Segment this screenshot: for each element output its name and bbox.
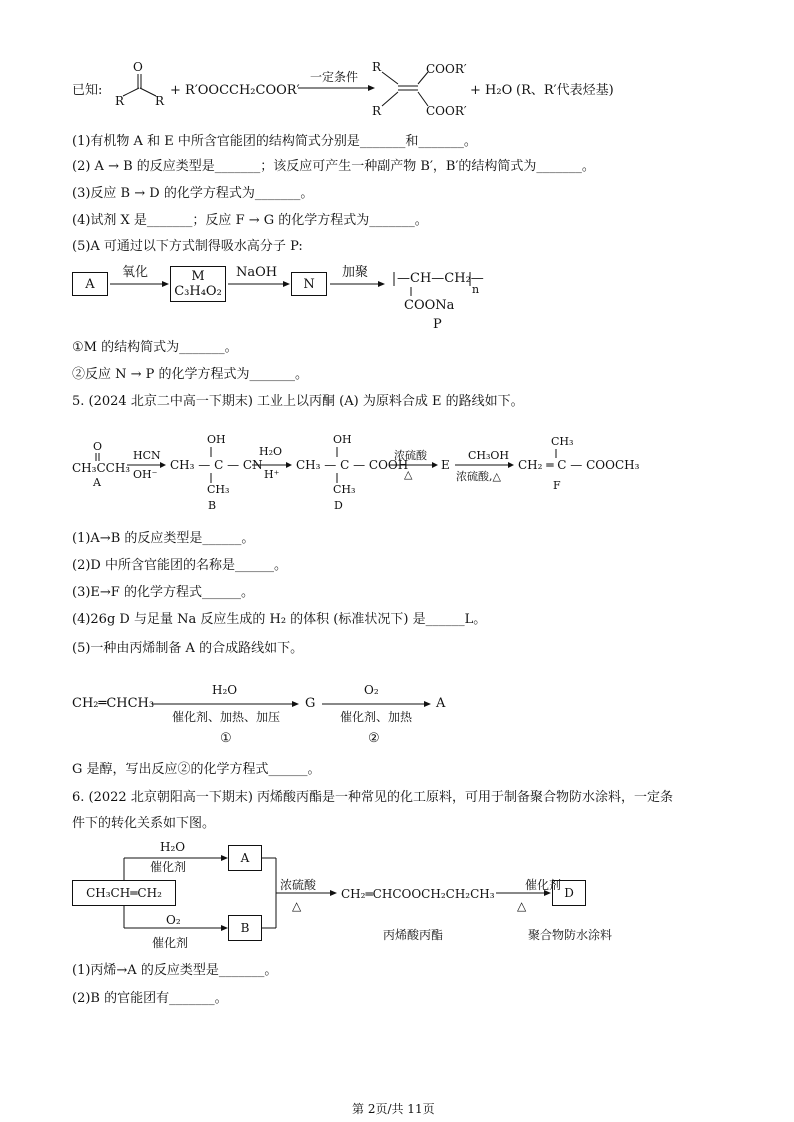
- arrow4-bottom: 浓硫酸,△: [456, 470, 501, 483]
- merge-arrow-top: 浓硫酸: [280, 878, 317, 892]
- route-arrow1-bottom: 催化剂、加热、加压: [172, 710, 281, 724]
- q4-sub-2: ②反应 N → P 的化学方程式为_______。: [72, 367, 309, 382]
- q6-line-2: (2)B 的官能团有_______。: [72, 991, 228, 1006]
- b-label: B: [208, 499, 217, 512]
- b-hydroxyl: OH: [207, 433, 226, 446]
- q6-title-1: 6. (2022 北京朝阳高一下期末) 丙烯酸丙酯是一种常见的化工原料，可用于制备聚合物防水涂料，一定条: [72, 790, 674, 805]
- product-r1: R: [372, 60, 382, 74]
- merge-arrow-bottom: △: [292, 899, 302, 913]
- d-label: D: [334, 499, 343, 512]
- ketone-r1: R: [115, 94, 125, 108]
- q4-line-5: (5)A 可通过以下方式制得吸水高分子 P:: [72, 239, 303, 254]
- acetone-label: A: [93, 476, 101, 489]
- known-water: + H₂O: [470, 83, 513, 98]
- ketone-r2: R: [155, 94, 165, 108]
- q5-last-line: G 是醇，写出反应②的化学方程式______。: [72, 762, 321, 777]
- box-a: A: [72, 272, 108, 296]
- route-step-2: ②: [368, 731, 380, 746]
- known-condition: 一定条件: [310, 70, 359, 84]
- known-note: (R、R′代表烃基): [516, 83, 614, 98]
- q6-title-2: 件下的转化关系如下图。: [72, 816, 216, 831]
- product-ester-2: COOR′: [426, 104, 467, 118]
- f-formula: CH₂ ═ C — COOCH₃: [518, 458, 640, 472]
- route-start: CH₂═CHCH₃: [72, 696, 155, 711]
- arrow3-bottom: △: [404, 468, 413, 481]
- polymer-degree: n: [472, 283, 480, 296]
- propene-box: CH₃CH═CH₂: [72, 880, 176, 906]
- down-arrow-top: O₂: [166, 913, 181, 927]
- arrow2-bottom: H⁺: [264, 468, 280, 481]
- e-label: E: [441, 458, 450, 472]
- route-arrow1-top: H₂O: [212, 683, 238, 697]
- q4-sub-1: ①M 的结构简式为_______。: [72, 340, 238, 355]
- box-d-q6: D: [552, 880, 586, 906]
- route-a: A: [436, 696, 446, 711]
- box-b-q6: B: [228, 915, 262, 941]
- polymer-label: P: [433, 317, 442, 332]
- q4-line-4: (4)试剂 X 是_______；反应 F → G 的化学方程式为_______。: [72, 213, 428, 228]
- arrow2-top: H₂O: [259, 445, 283, 458]
- d-hydroxyl: OH: [333, 433, 352, 446]
- route-g: G: [305, 696, 316, 711]
- q5-line-3: (3)E→F 的化学方程式______。: [72, 585, 254, 600]
- ester-name: 丙烯酸丙酯: [383, 928, 444, 942]
- arrow3-top: 浓硫酸: [394, 449, 427, 462]
- box-n: N: [291, 272, 327, 296]
- acetone-formula: CH₃CCH₃: [72, 461, 131, 475]
- q4-line-1: (1)有机物 A 和 E 中所含官能团的结构简式分别是_______和_______。: [72, 134, 477, 149]
- q4-line-3: (3)反应 B → D 的化学方程式为_______。: [72, 186, 314, 201]
- route-arrow2-top: O₂: [364, 683, 379, 697]
- arrow-naoh-label: NaOH: [236, 265, 278, 280]
- q6-line-1: (1)丙烯→A 的反应类型是_______。: [72, 963, 278, 978]
- box-m-label: M: [191, 269, 205, 284]
- coating-name: 聚合物防水涂料: [528, 928, 613, 942]
- q5-line-2: (2)D 中所含官能团的名称是______。: [72, 558, 287, 573]
- polymer-backbone: —CH—CH₂—: [397, 271, 484, 286]
- q5-title: 5. (2024 北京二中高一下期末) 工业上以丙酮 (A) 为原料合成 E 的路线如下。: [72, 394, 524, 409]
- arrow1-bottom: OH⁻: [133, 468, 158, 481]
- arrow-polymerization-label: 加聚: [342, 265, 369, 280]
- route-step-1: ①: [220, 731, 232, 746]
- polymerize-arrow-top: 催化剂: [525, 878, 562, 892]
- q5-line-1: (1)A→B 的反应类型是______。: [72, 531, 255, 546]
- up-arrow-bottom: 催化剂: [150, 860, 187, 874]
- product-ester-1: COOR′: [426, 62, 467, 76]
- arrow-oxidation-label: 氧化: [122, 265, 149, 280]
- q5-line-4: (4)26g D 与足量 Na 反应生成的 H₂ 的体积 (标准状况下) 是______L。: [72, 612, 487, 627]
- q4-line-2: (2) A → B 的反应类型是_______；该反应可产生一种副产物 B′，B′的结构简式为_______。: [72, 159, 595, 174]
- down-arrow-bottom: 催化剂: [152, 936, 189, 950]
- q5-line-5: (5)一种由丙烯制备 A 的合成路线如下。: [72, 641, 304, 656]
- polymerize-arrow-bottom: △: [517, 899, 527, 913]
- arrow1-top: HCN: [133, 449, 161, 462]
- box-a-q6: A: [228, 845, 262, 871]
- known-reagent: + R′OOCCH₂COOR′: [170, 83, 300, 98]
- product-r2: R: [372, 104, 382, 118]
- ester-formula: CH₂═CHCOOCH₂CH₂CH₃: [341, 887, 495, 901]
- acetone-oxygen: O: [93, 440, 103, 453]
- f-methyl: CH₃: [551, 435, 574, 448]
- f-label: F: [553, 479, 561, 492]
- d-formula: CH₃ — C — COOH: [296, 458, 409, 472]
- known-prefix: 已知:: [72, 83, 103, 98]
- route-arrow2-bottom: 催化剂、加热: [340, 710, 413, 724]
- d-methyl: CH₃: [333, 483, 356, 496]
- page-footer: 第 2页/共 11页: [352, 1102, 435, 1116]
- arrow4-top: CH₃OH: [468, 449, 510, 462]
- polymer-sidegroup: COONa: [404, 298, 455, 313]
- carbonyl-oxygen: O: [133, 60, 143, 74]
- box-m-formula: C₃H₄O₂: [174, 284, 222, 299]
- up-arrow-top: H₂O: [160, 840, 186, 854]
- b-formula: CH₃ — C — CN: [170, 458, 263, 472]
- b-methyl: CH₃: [207, 483, 230, 496]
